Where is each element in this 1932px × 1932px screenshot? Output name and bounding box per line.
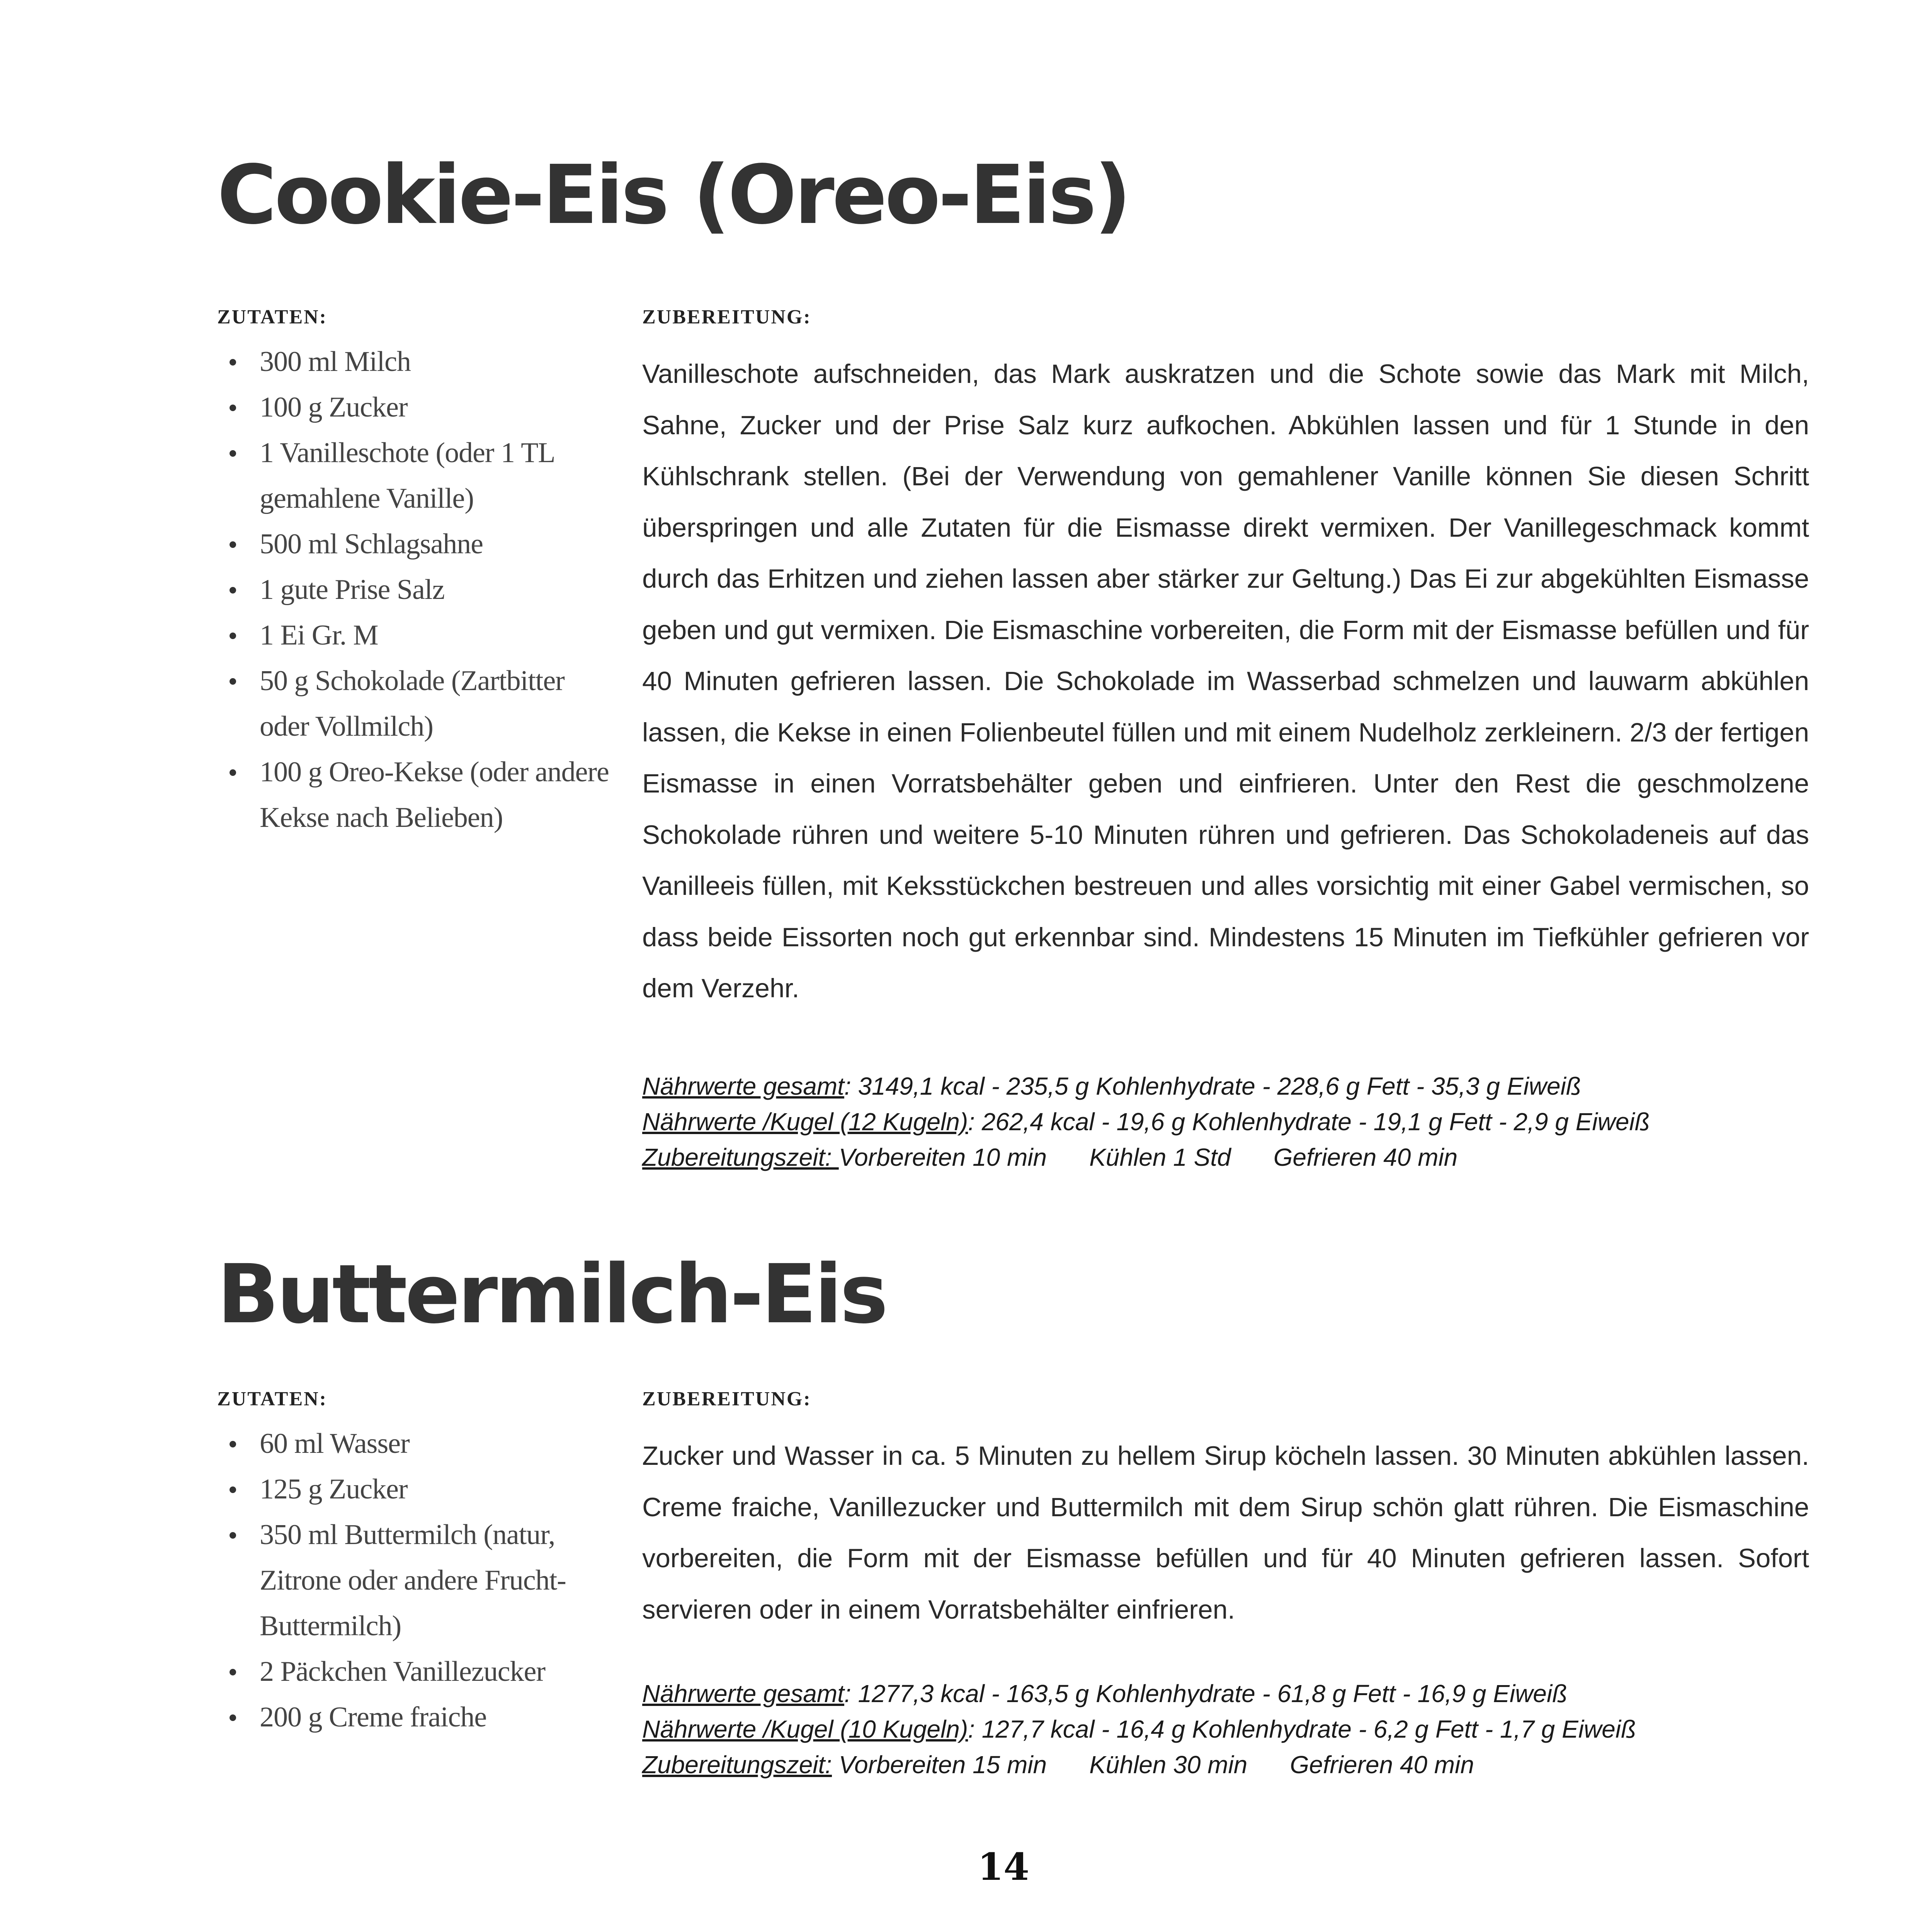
nutrition-total-label: Nährwerte gesamt [642, 1680, 844, 1708]
preparation-heading: ZUBEREITUNG: [642, 1388, 811, 1410]
ingredient-item: 1 Ei Gr. M [217, 612, 611, 658]
preparation-heading: ZUBEREITUNG: [642, 306, 811, 328]
ingredient-item: 1 Vanilleschote (oder 1 TL gemahlene Vanille) [217, 430, 611, 521]
ingredient-item: 300 ml Milch [217, 339, 611, 384]
ingredient-item: 1 gute Prise Salz [217, 567, 611, 612]
ingredient-item: 50 g Schokolade (Zartbitter oder Vollmilch) [217, 658, 611, 749]
recipe-buttermilch-eis [217, 1247, 1809, 1779]
ingredients-heading: ZUTATEN: [217, 1388, 327, 1410]
nutrition-total [642, 1676, 1809, 1711]
prep-time [642, 1139, 1809, 1175]
nutrition-block [642, 1676, 1809, 1782]
page-number: 14 [978, 1845, 1029, 1889]
nutrition-per-ball-label: Nährwerte /Kugel (10 Kugeln) [642, 1715, 968, 1743]
ingredient-item: 125 g Zucker [217, 1466, 611, 1512]
prep-time-cool: Kühlen 30 min [1089, 1751, 1248, 1779]
nutrition-per-ball-label: Nährwerte /Kugel (12 Kugeln) [642, 1107, 968, 1136]
ingredient-item: 200 g Creme fraiche [217, 1694, 611, 1740]
nutrition-total-label: Nährwerte gesamt [642, 1072, 844, 1100]
recipe-title: Cookie-Eis (Oreo-Eis) [217, 148, 1129, 242]
prep-time-freeze: Gefrieren 40 min [1290, 1751, 1474, 1779]
nutrition-per-ball [642, 1104, 1809, 1139]
nutrition-per-ball-value: : 262,4 kcal - 19,6 g Kohlenhydrate - 19,1 g Fett - 2,9 g Eiweiß [968, 1107, 1650, 1136]
ingredient-item: 500 ml Schlagsahne [217, 521, 611, 567]
nutrition-per-ball [642, 1711, 1809, 1747]
prep-time-label: Zubereitungszeit: [642, 1751, 832, 1779]
preparation-column [642, 1389, 1809, 1782]
ingredient-item: 350 ml Buttermilch (natur, Zitrone oder andere Frucht-Buttermilch) [217, 1512, 611, 1649]
nutrition-total [642, 1068, 1809, 1104]
ingredients-heading: ZUTATEN: [217, 306, 327, 328]
nutrition-per-ball-value: : 127,7 kcal - 16,4 g Kohlenhydrate - 6,2 g Fett - 1,7 g Eiweiß [968, 1715, 1636, 1743]
preparation-column [642, 307, 1809, 1175]
prep-time-prepare: Vorbereiten 10 min [838, 1143, 1047, 1171]
prep-time-cool: Kühlen 1 Std [1089, 1143, 1231, 1171]
recipe-title: Buttermilch-Eis [217, 1247, 886, 1342]
ingredient-item: 100 g Oreo-Kekse (oder andere Kekse nach Belieben) [217, 749, 611, 840]
prep-time-label: Zubereitungszeit: [642, 1143, 839, 1171]
ingredients-column [217, 1389, 611, 1740]
nutrition-total-value: : 3149,1 kcal - 235,5 g Kohlenhydrate - 228,6 g Fett - 35,3 g Eiweiß [844, 1072, 1581, 1100]
prep-time [642, 1747, 1809, 1782]
nutrition-block [642, 1068, 1809, 1175]
preparation-text: Zucker und Wasser in ca. 5 Minuten zu hellem Sirup köcheln lassen. 30 Minuten abkühlen lassen. Creme fraiche, Vanillezucker und Buttermilch mit dem Sirup schön glatt rühren. Die Eismaschine vorbereiten, die Form mit der Eismasse befüllen und für 40 Minuten gefrieren lassen. Sofort servieren oder in einem Vorratsbehälter einfrieren. [642, 1441, 1809, 1624]
nutrition-total-value: : 1277,3 kcal - 163,5 g Kohlenhydrate - 61,8 g Fett - 16,9 g Eiweiß [844, 1680, 1568, 1708]
prep-time-prepare: Vorbereiten 15 min [838, 1751, 1047, 1779]
ingredient-item: 60 ml Wasser [217, 1421, 611, 1466]
ingredient-item: 2 Päckchen Vanillezucker [217, 1649, 611, 1694]
prep-time-freeze: Gefrieren 40 min [1273, 1143, 1458, 1171]
ingredients-list [217, 1421, 611, 1740]
ingredient-item: 100 g Zucker [217, 384, 611, 430]
ingredients-list [217, 339, 611, 840]
recipe-cookie-eis [217, 148, 1809, 1171]
ingredients-column [217, 307, 611, 840]
preparation-text: Vanilleschote aufschneiden, das Mark auskratzen und die Schote sowie das Mark mit Milch, Sahne, Zucker und der Prise Salz kurz aufkochen. Abkühlen lassen und für 1 Stunde in den Kühlschrank stellen. (Bei der Verwendung von gemahlener Vanille können Sie diesen Schritt überspringen und alle Zutaten für die Eismasse direkt vermixen. Der Vanillegeschmack kommt durch das Erhitzen und ziehen lassen aber stärker zur Geltung.) Das Ei zur abgekühlten Eismasse geben und gut vermixen. Die Eismaschine vorbereiten, die Form mit der Eismasse befüllen und für 40 Minuten gefrieren lassen. Die Schokolade im Wasserbad schmelzen und lauwarm abkühlen lassen, die Kekse in einen Folienbeutel füllen und mit einem Nudelholz zerkleinern. 2/3 der fertigen Eismasse in einen Vorratsbehälter geben und einfrieren. Unter den Rest die geschmolzene Schokolade rühren und weitere 5-10 Minuten rühren und gefrieren. Das Schokoladeneis auf das Vanilleeis füllen, mit Keksstückchen bestreuen und alles vorsichtig mit einer Gabel vermischen, so dass beide Eissorten noch gut erkennbar sind. Mindestens 15 Minuten im Tiefkühler gefrieren vor dem Verzehr. [642, 359, 1809, 1003]
